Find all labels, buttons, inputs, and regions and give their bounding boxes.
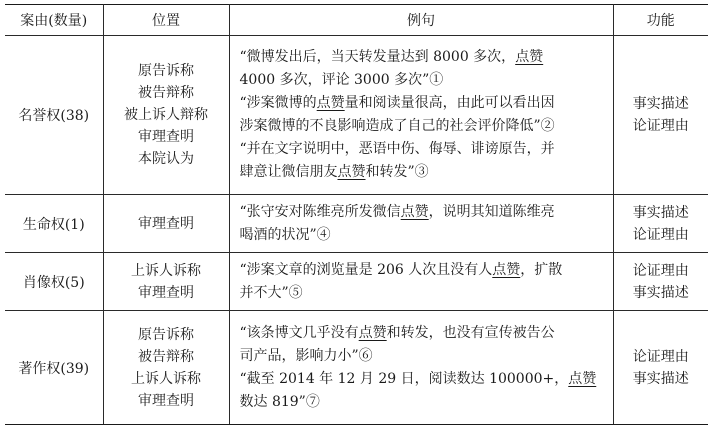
text-segment: “涉案文章的浏览量是 206 人次且没有人 <box>239 261 493 278</box>
position-item: 审理查明 <box>138 129 194 145</box>
function-cell <box>613 195 708 253</box>
text-segment: “微博发出后，当天转发量达到 8000 多次， <box>239 49 516 65</box>
position-item: 原告诉称 <box>138 326 194 343</box>
case-cell: 著作权(39) <box>5 311 103 425</box>
like-case-table <box>5 4 708 425</box>
example-sentence <box>240 138 605 184</box>
example-cell <box>229 253 613 311</box>
example-sentence <box>240 201 605 247</box>
text-segment: ，扩散 <box>520 261 563 278</box>
function-item: 事实描述 <box>632 370 689 387</box>
example-sentence <box>240 368 605 414</box>
text-segment: 4000 多次，评论 3000 多次”① <box>239 72 444 88</box>
example-cell <box>229 195 613 253</box>
position-cell <box>103 195 229 253</box>
example-line <box>240 259 605 282</box>
underlined-keyword: 点赞 <box>337 164 366 180</box>
function-cell <box>613 36 708 195</box>
table-row <box>5 195 708 253</box>
header-case: 案由(数量) <box>5 5 103 36</box>
example-line <box>240 161 605 184</box>
function-item: 事实描述 <box>632 204 689 221</box>
position-item: 审理查明 <box>138 215 194 232</box>
position-item: 被告辩称 <box>138 85 194 101</box>
position-item: 审理查明 <box>138 284 194 301</box>
text-segment: “张守安对陈维亮所发微信 <box>239 203 401 220</box>
position-item: 原告诉称 <box>138 63 194 79</box>
text-segment: 量和阅读量很高，由此可以看出因 <box>344 95 555 111</box>
position-item: 被告辩称 <box>138 348 194 365</box>
header-example: 例句 <box>229 5 613 36</box>
function-item: 论证理由 <box>632 262 689 279</box>
underlined-keyword: 点赞 <box>568 370 597 387</box>
example-line <box>240 92 605 115</box>
text-segment: “截至 2014 年 12 月 29 日，阅读数达 100000+， <box>239 370 569 387</box>
example-line <box>240 115 605 138</box>
function-cell <box>613 311 708 425</box>
header-position: 位置 <box>103 5 229 36</box>
function-item: 事实描述 <box>632 284 689 301</box>
function-item: 论证理由 <box>632 348 689 365</box>
table-row <box>5 36 708 195</box>
example-line <box>240 322 605 345</box>
position-item: 被上诉人辩称 <box>124 107 208 123</box>
example-line <box>240 368 605 391</box>
text-segment: 肆意让微信朋友 <box>239 164 338 180</box>
function-cell <box>613 253 708 311</box>
position-item: 上诉人诉称 <box>131 262 201 279</box>
text-segment: 数达 819”⑦ <box>239 393 320 410</box>
example-line <box>240 345 605 368</box>
underlined-keyword: 点赞 <box>316 95 345 111</box>
example-sentence <box>240 322 605 368</box>
table-body <box>5 36 708 425</box>
text-segment: 涉案微博的不良影响造成了自己的社会评价降低”② <box>239 118 555 134</box>
case-cell: 生命权(1) <box>5 195 103 253</box>
header-function: 功能 <box>613 5 708 36</box>
table-row <box>5 253 708 311</box>
text-segment: “该条博文几乎没有 <box>239 324 359 341</box>
text-segment: 司产品，影响力小”⑥ <box>239 347 373 364</box>
position-item: 审理查明 <box>138 392 194 409</box>
position-cell <box>103 253 229 311</box>
underlined-keyword: 点赞 <box>358 324 387 341</box>
example-sentence <box>240 92 605 138</box>
example-line <box>240 69 605 92</box>
example-cell <box>229 36 613 195</box>
underlined-keyword: 点赞 <box>492 261 521 278</box>
position-item: 本院认为 <box>138 151 194 167</box>
example-line <box>240 282 605 305</box>
text-segment: 和转发”③ <box>365 164 429 180</box>
example-line <box>240 138 605 161</box>
text-segment: ，说明其知道陈维亮 <box>428 203 555 220</box>
text-segment: 并不大”⑤ <box>239 284 303 301</box>
text-segment: “涉案微博的 <box>239 95 317 111</box>
text-segment: 和转发，也没有宣传被告公 <box>386 324 555 341</box>
function-item: 论证理由 <box>632 226 689 243</box>
example-sentence <box>240 46 605 92</box>
function-item: 论证理由 <box>632 118 689 134</box>
example-sentence <box>240 259 605 305</box>
example-line <box>240 46 605 69</box>
table-header-row <box>5 5 708 36</box>
case-cell: 肖像权(5) <box>5 253 103 311</box>
example-line <box>240 391 605 414</box>
function-item: 事实描述 <box>632 96 689 112</box>
table-row <box>5 311 708 425</box>
underlined-keyword: 点赞 <box>400 203 429 220</box>
position-cell <box>103 36 229 195</box>
example-line <box>240 201 605 224</box>
position-item: 上诉人诉称 <box>131 370 201 387</box>
text-segment: “并在文字说明中，恶语中伤、侮辱、诽谤原告，并 <box>239 141 555 157</box>
case-cell: 名誉权(38) <box>5 36 103 195</box>
example-cell <box>229 311 613 425</box>
underlined-keyword: 点赞 <box>515 49 544 65</box>
example-line <box>240 224 605 247</box>
position-cell <box>103 311 229 425</box>
text-segment: 喝酒的状况”④ <box>239 226 331 243</box>
